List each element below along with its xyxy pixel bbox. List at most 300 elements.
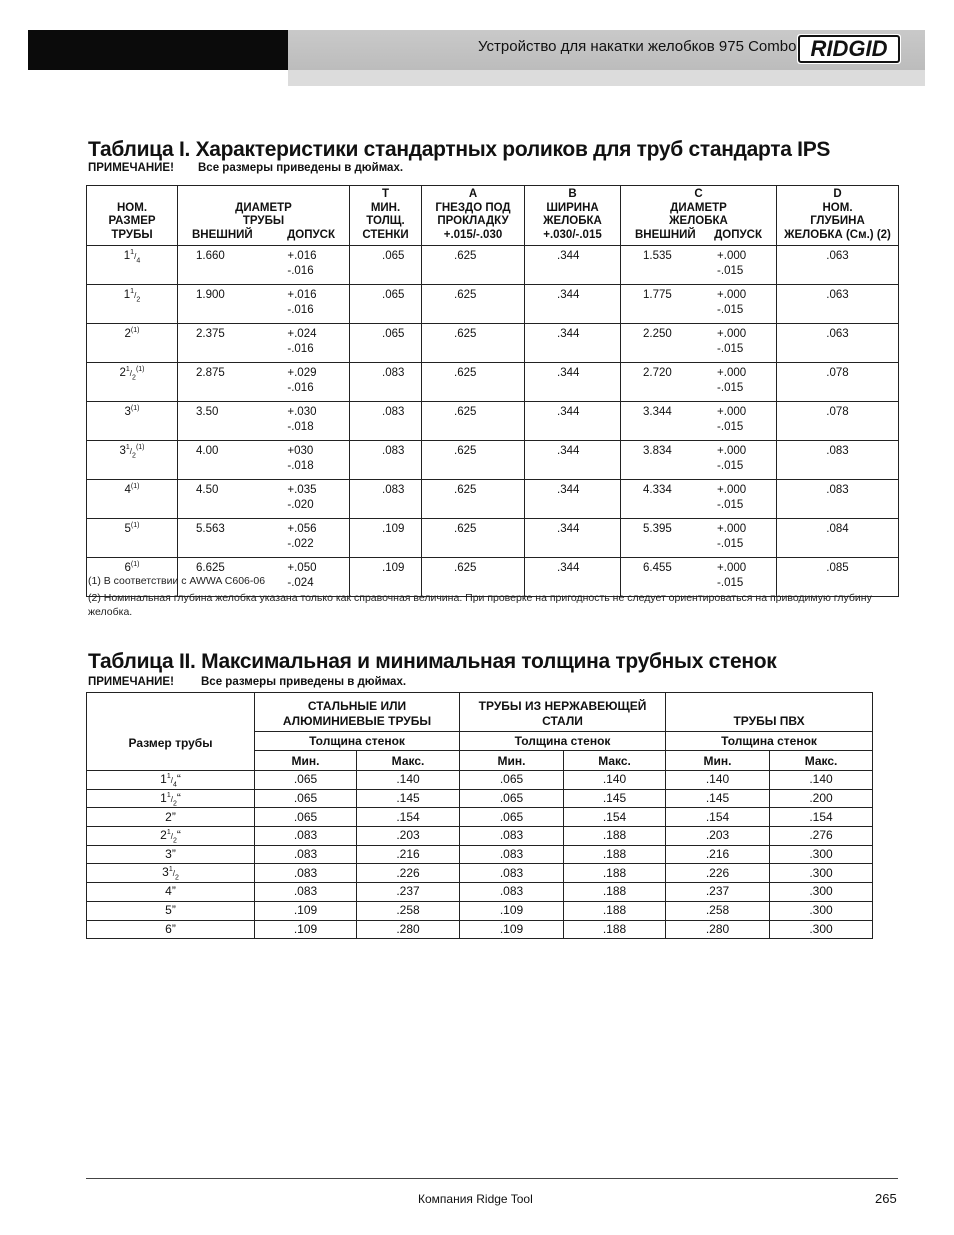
groove-tolerance-plus: +.000 — [717, 484, 747, 496]
groove-diameter-values — [623, 366, 774, 396]
gasket-seat — [422, 324, 525, 363]
size-frac-num: 1 — [125, 366, 130, 374]
pipe-size-cell — [87, 901, 255, 920]
table2-max-steel: Макс. — [357, 751, 460, 771]
groove-tolerance-minus: -.015 — [717, 304, 744, 316]
diameter-cell — [178, 480, 350, 519]
table2-min-pvc: Мин. — [666, 751, 770, 771]
thickness-value: .140 — [770, 771, 873, 790]
thickness-value: .188 — [564, 827, 666, 846]
table-row — [87, 402, 899, 441]
tolerance-minus: -.018 — [287, 460, 314, 472]
diameter-tolerance — [287, 327, 347, 357]
wall-thickness — [350, 441, 422, 480]
size-whole: 1 — [160, 790, 167, 805]
thickness-value: .109 — [460, 920, 564, 939]
groove-tolerance-minus: -.015 — [717, 421, 744, 433]
table1-title: Таблица I. Характеристики стандартных роликов для труб стандарта IPS — [88, 138, 831, 161]
header-shadow-bar — [288, 70, 925, 86]
diameter-cell — [178, 324, 350, 363]
thickness-value: .065 — [460, 771, 564, 790]
size-whole: 3 — [119, 445, 126, 457]
groove-tolerance-plus: +.000 — [717, 289, 747, 301]
thickness-value: .276 — [770, 827, 873, 846]
table1-header-c: C ДИАМЕТР ЖЕЛОБКА ВНЕШНИЙ ДОПУСК — [621, 186, 777, 246]
groove-diameter-cell — [621, 246, 777, 285]
groove-outer-diameter: 6.455 — [643, 562, 672, 574]
groove-width — [525, 480, 621, 519]
pipe-size-cell — [87, 402, 178, 441]
pipe-size-cell — [87, 883, 255, 902]
pipe-size-cell — [87, 827, 255, 846]
groove-outer-diameter: 4.334 — [643, 484, 672, 496]
table-row — [87, 363, 899, 402]
groove-width-value: .344 — [557, 250, 580, 262]
table-row — [87, 883, 873, 902]
groove-width — [525, 441, 621, 480]
thickness-value: .300 — [770, 845, 873, 864]
diameter-cell — [178, 246, 350, 285]
gasket-seat-value: .625 — [454, 289, 477, 301]
diameter-tolerance — [287, 249, 347, 279]
groove-tolerance-minus: -.015 — [717, 265, 744, 277]
thickness-value: .203 — [357, 827, 460, 846]
thickness-value: .188 — [564, 883, 666, 902]
pipe-size-cell — [87, 480, 178, 519]
groove-depth — [777, 519, 899, 558]
table2-note-text: Все размеры приведены в дюймах. — [201, 676, 407, 688]
thickness-value: .216 — [357, 845, 460, 864]
thickness-value: .226 — [666, 864, 770, 883]
size-whole: 2 — [119, 367, 126, 379]
size-frac-num: 1 — [168, 866, 173, 874]
thickness-value: .258 — [666, 901, 770, 920]
size-whole: 2 — [165, 809, 172, 824]
table-row — [87, 808, 873, 827]
wall-thickness-value: .109 — [382, 562, 405, 574]
size-frac-slash: / — [170, 794, 173, 804]
footnote-ref: (1) — [130, 327, 140, 335]
thickness-value: .154 — [564, 808, 666, 827]
pipe-size-cell — [87, 864, 255, 883]
wall-thickness — [350, 324, 422, 363]
groove-diameter-cell — [621, 441, 777, 480]
tolerance-minus: -.016 — [287, 343, 314, 355]
diameter-tolerance — [287, 483, 347, 513]
groove-width — [525, 519, 621, 558]
table2-max-stainless: Макс. — [564, 751, 666, 771]
groove-diameter-values — [623, 249, 774, 279]
table-row — [87, 827, 873, 846]
groove-depth — [777, 441, 899, 480]
gasket-seat-value: .625 — [454, 250, 477, 262]
groove-width — [525, 402, 621, 441]
footnote-1: (1) В соответствии с AWWA C606-06 — [88, 575, 266, 587]
thickness-value: .109 — [460, 901, 564, 920]
gasket-seat — [422, 519, 525, 558]
groove-width — [525, 285, 621, 324]
thickness-value: .065 — [255, 771, 357, 790]
groove-depth — [777, 480, 899, 519]
tolerance-plus: +.029 — [287, 367, 317, 379]
thickness-value: .083 — [460, 864, 564, 883]
diameter-values — [180, 522, 347, 552]
groove-tolerance-minus: -.015 — [717, 499, 744, 511]
diameter-tolerance — [287, 444, 347, 474]
gasket-seat-value: .625 — [454, 328, 477, 340]
tolerance-minus: -.016 — [287, 382, 314, 394]
diameter-values — [180, 249, 347, 279]
diameter-values — [180, 444, 347, 474]
tolerance-plus: +.035 — [287, 484, 317, 496]
wall-thickness — [350, 480, 422, 519]
thickness-value: .083 — [460, 845, 564, 864]
inch-mark: ” — [171, 921, 176, 936]
groove-diameter-cell — [621, 519, 777, 558]
pipe-size-cell — [87, 285, 178, 324]
thickness-value: .145 — [564, 789, 666, 808]
pipe-size-cell — [87, 324, 178, 363]
footer-company: Компания Ridge Tool — [418, 1192, 533, 1206]
size-whole: 4 — [165, 884, 172, 899]
gasket-seat — [422, 441, 525, 480]
table1-header-diameter: ДИАМЕТР ТРУБЫ ВНЕШНИЙ ДОПУСК — [178, 186, 350, 246]
pipe-size-cell — [87, 920, 255, 939]
wall-thickness — [350, 519, 422, 558]
groove-diameter-values — [623, 444, 774, 474]
thickness-value: .140 — [357, 771, 460, 790]
groove-width-value: .344 — [557, 406, 580, 418]
gasket-seat-value: .625 — [454, 406, 477, 418]
table2-header-size: Размер трубы — [87, 693, 255, 771]
diameter-tolerance — [287, 405, 347, 435]
tolerance-plus: +.030 — [287, 406, 317, 418]
size-frac-num: 1 — [130, 249, 135, 257]
table1-header-t: T МИН. ТОЛЩ. СТЕНКИ — [350, 186, 422, 246]
groove-diameter-values — [623, 561, 774, 591]
groove-outer-diameter: 1.535 — [643, 250, 672, 262]
tolerance-minus: -.022 — [287, 538, 314, 550]
inch-mark: ” — [171, 847, 176, 862]
thickness-value: .200 — [770, 789, 873, 808]
wall-thickness-value: .083 — [382, 445, 405, 457]
diameter-values — [180, 483, 347, 513]
groove-diameter-cell — [621, 480, 777, 519]
outer-diameter: 2.875 — [196, 367, 225, 379]
size-whole: 2 — [160, 827, 167, 842]
wall-thickness-value: .083 — [382, 406, 405, 418]
thickness-value: .109 — [255, 901, 357, 920]
groove-depth — [777, 402, 899, 441]
size-whole: 5 — [165, 903, 172, 918]
thickness-value: .083 — [255, 827, 357, 846]
groove-tolerance-plus: +.000 — [717, 523, 747, 535]
thickness-value: .154 — [770, 808, 873, 827]
wall-thickness — [350, 402, 422, 441]
table1-note-text: Все размеры приведены в дюймах. — [198, 162, 404, 174]
size-frac-den: 2 — [132, 374, 136, 382]
groove-depth-value: .083 — [826, 445, 849, 457]
size-frac-slash: / — [129, 369, 133, 378]
thickness-value: .145 — [666, 789, 770, 808]
thickness-value: .226 — [357, 864, 460, 883]
table2-header-row-groups — [87, 693, 873, 732]
groove-tolerance-plus: +.000 — [717, 445, 747, 457]
wall-thickness-value: .065 — [382, 289, 405, 301]
size-whole: 3 — [162, 865, 169, 880]
tolerance-minus: -.020 — [287, 499, 314, 511]
groove-diameter-cell — [621, 285, 777, 324]
pipe-size-cell — [87, 771, 255, 790]
outer-diameter: 1.900 — [196, 289, 225, 301]
size-frac-den: 4 — [136, 257, 141, 265]
inch-mark: “ — [176, 790, 181, 805]
thickness-value: .083 — [255, 883, 357, 902]
table2-min-stainless: Мин. — [460, 751, 564, 771]
wall-thickness — [350, 363, 422, 402]
size-frac-num: 1 — [166, 791, 171, 799]
thickness-value: .188 — [564, 901, 666, 920]
pipe-size-cell — [87, 808, 255, 827]
table1 — [86, 185, 899, 597]
diameter-tolerance — [287, 366, 347, 396]
size-whole: 6 — [165, 921, 172, 936]
header-black-bar — [28, 30, 288, 70]
gasket-seat — [422, 363, 525, 402]
groove-depth — [777, 363, 899, 402]
thickness-value: .216 — [666, 845, 770, 864]
gasket-seat-value: .625 — [454, 523, 477, 535]
groove-tolerance-plus: +.000 — [717, 328, 747, 340]
size-whole: 1 — [123, 289, 131, 301]
groove-diameter-values — [623, 483, 774, 513]
thickness-value: .083 — [460, 883, 564, 902]
size-whole: 1 — [160, 771, 167, 786]
thickness-value: .109 — [255, 920, 357, 939]
table2-header-steel: СТАЛЬНЫЕ ИЛИ АЛЮМИНИЕВЫЕ ТРУБЫ — [255, 693, 460, 732]
page-number: 265 — [875, 1191, 897, 1206]
footnote-2: (2) Номинальная глубина желобка указана только как справочная величина. При проверке на пригодность не следует ориентироваться на приводимую глубину желобка. — [88, 592, 872, 618]
groove-width-value: .344 — [557, 523, 580, 535]
tolerance-plus: +.050 — [287, 562, 317, 574]
outer-diameter: 4.00 — [196, 445, 219, 457]
gasket-seat-value: .625 — [454, 445, 477, 457]
diameter-tolerance — [287, 561, 347, 591]
footnote-ref: (1) — [130, 483, 140, 491]
size-frac-num: 1 — [130, 288, 135, 296]
inch-mark: ” — [171, 809, 176, 824]
wall-thickness-value: .109 — [382, 523, 405, 535]
gasket-seat-value: .625 — [454, 484, 477, 496]
wall-thickness-value: .065 — [382, 328, 405, 340]
tolerance-plus: +.024 — [287, 328, 317, 340]
table2-header-pvc: ТРУБЫ ПВХ — [666, 693, 873, 732]
groove-depth-value: .078 — [826, 406, 849, 418]
gasket-seat — [422, 480, 525, 519]
outer-diameter: 1.660 — [196, 250, 225, 262]
table-row — [87, 285, 899, 324]
table2-subheader-steel: Толщина стенок — [255, 732, 460, 751]
groove-tolerance — [717, 522, 774, 552]
thickness-value: .065 — [255, 789, 357, 808]
groove-width-value: .344 — [557, 328, 580, 340]
table-row — [87, 324, 899, 363]
groove-tolerance — [717, 561, 774, 591]
thickness-value: .300 — [770, 901, 873, 920]
table-row — [87, 246, 899, 285]
groove-tolerance-plus: +.000 — [717, 562, 747, 574]
table1-note — [88, 162, 403, 174]
groove-depth-value: .063 — [826, 289, 849, 301]
inch-mark: “ — [176, 771, 181, 786]
header-title: Устройство для накатки желобков 975 Combo — [478, 38, 797, 55]
thickness-value: .140 — [666, 771, 770, 790]
groove-tolerance-plus: +.000 — [717, 250, 747, 262]
groove-depth-value: .083 — [826, 484, 849, 496]
size-whole: 4 — [124, 484, 131, 496]
footnote-ref: (1) — [130, 561, 140, 569]
diameter-cell — [178, 363, 350, 402]
footer-rule — [86, 1178, 898, 1179]
groove-width-value: .344 — [557, 484, 580, 496]
diameter-values — [180, 327, 347, 357]
pipe-size-cell — [87, 789, 255, 808]
diameter-cell — [178, 519, 350, 558]
outer-diameter: 2.375 — [196, 328, 225, 340]
thickness-value: .154 — [666, 808, 770, 827]
thickness-value: .300 — [770, 864, 873, 883]
size-frac-den: 2 — [172, 799, 177, 807]
thickness-value: .280 — [357, 920, 460, 939]
diameter-cell — [178, 441, 350, 480]
groove-width-value: .344 — [557, 445, 580, 457]
pipe-size-cell — [87, 845, 255, 864]
size-whole: 3 — [165, 847, 172, 862]
gasket-seat — [422, 246, 525, 285]
table2-note-label: ПРИМЕЧАНИЕ! — [88, 676, 174, 688]
diameter-cell — [178, 402, 350, 441]
wall-thickness — [350, 246, 422, 285]
outer-diameter: 5.563 — [196, 523, 225, 535]
groove-outer-diameter: 1.775 — [643, 289, 672, 301]
footnote-ref: (1) — [130, 405, 140, 413]
pipe-size-cell — [87, 363, 178, 402]
groove-width — [525, 246, 621, 285]
groove-depth — [777, 246, 899, 285]
size-frac-slash: / — [170, 831, 173, 841]
table2-max-pvc: Макс. — [770, 751, 873, 771]
size-frac-slash: / — [129, 447, 133, 456]
size-frac-slash: / — [134, 291, 137, 300]
table1-header-a: A ГНЕЗДО ПОД ПРОКЛАДКУ +.015/-.030 — [422, 186, 525, 246]
groove-diameter-values — [623, 327, 774, 357]
thickness-value: .203 — [666, 827, 770, 846]
groove-diameter-cell — [621, 324, 777, 363]
table-row — [87, 480, 899, 519]
size-whole: 1 — [123, 250, 131, 262]
table-row — [87, 901, 873, 920]
tolerance-plus: +.016 — [287, 289, 317, 301]
thickness-value: .065 — [460, 808, 564, 827]
thickness-value: .145 — [357, 789, 460, 808]
footnote-ref: (1) — [130, 522, 140, 530]
thickness-value: .237 — [666, 883, 770, 902]
pipe-size-cell — [87, 246, 178, 285]
groove-width-value: .344 — [557, 562, 580, 574]
groove-depth — [777, 285, 899, 324]
thickness-value: .188 — [564, 845, 666, 864]
groove-depth-value: .084 — [826, 523, 849, 535]
table2 — [86, 692, 873, 939]
size-frac-den: 4 — [172, 781, 177, 789]
wall-thickness — [350, 285, 422, 324]
tolerance-minus: -.018 — [287, 421, 314, 433]
groove-diameter-values — [623, 288, 774, 318]
table-row — [87, 789, 873, 808]
groove-outer-diameter: 3.834 — [643, 445, 672, 457]
table-row — [87, 519, 899, 558]
footnote-ref: (1) — [135, 366, 145, 374]
size-whole: 5 — [124, 523, 131, 535]
groove-tolerance-plus: +.000 — [717, 406, 747, 418]
table1-header-d: D НОМ. ГЛУБИНА ЖЕЛОБКА (См.) (2) — [777, 186, 899, 246]
thickness-value: .300 — [770, 883, 873, 902]
groove-outer-diameter: 3.344 — [643, 406, 672, 418]
groove-diameter-values — [623, 405, 774, 435]
diameter-tolerance — [287, 288, 347, 318]
thickness-value: .140 — [564, 771, 666, 790]
thickness-value: .300 — [770, 920, 873, 939]
diameter-values — [180, 288, 347, 318]
groove-tolerance — [717, 327, 774, 357]
table1-header-row — [87, 186, 899, 246]
table-row — [87, 920, 873, 939]
table1-header-b: B ШИРИНА ЖЕЛОБКА +.030/-.015 — [525, 186, 621, 246]
table2-min-steel: Мин. — [255, 751, 357, 771]
groove-outer-diameter: 2.250 — [643, 328, 672, 340]
groove-depth-value: .085 — [826, 562, 849, 574]
groove-width — [525, 324, 621, 363]
groove-tolerance — [717, 483, 774, 513]
diameter-tolerance — [287, 522, 347, 552]
groove-tolerance-minus: -.015 — [717, 382, 744, 394]
thickness-value: .188 — [564, 864, 666, 883]
groove-tolerance — [717, 444, 774, 474]
size-frac-num: 1 — [166, 828, 171, 836]
size-frac-slash: / — [134, 252, 137, 261]
thickness-value: .154 — [357, 808, 460, 827]
tolerance-minus: -.016 — [287, 304, 314, 316]
size-frac-den: 2 — [172, 837, 177, 845]
outer-diameter: 6.625 — [196, 562, 225, 574]
thickness-value: .083 — [255, 864, 357, 883]
groove-width-value: .344 — [557, 367, 580, 379]
thickness-value: .258 — [357, 901, 460, 920]
tolerance-minus: -.016 — [287, 265, 314, 277]
groove-outer-diameter: 5.395 — [643, 523, 672, 535]
size-whole: 2 — [124, 328, 131, 340]
groove-tolerance-minus: -.015 — [717, 538, 744, 550]
table2-subheader-stainless: Толщина стенок — [460, 732, 666, 751]
groove-tolerance — [717, 249, 774, 279]
gasket-seat — [422, 285, 525, 324]
wall-thickness-value: .083 — [382, 484, 405, 496]
thickness-value: .280 — [666, 920, 770, 939]
size-frac-num: 1 — [166, 772, 171, 780]
diameter-values — [180, 405, 347, 435]
tolerance-plus: +.056 — [287, 523, 317, 535]
groove-tolerance-minus: -.015 — [717, 577, 744, 589]
